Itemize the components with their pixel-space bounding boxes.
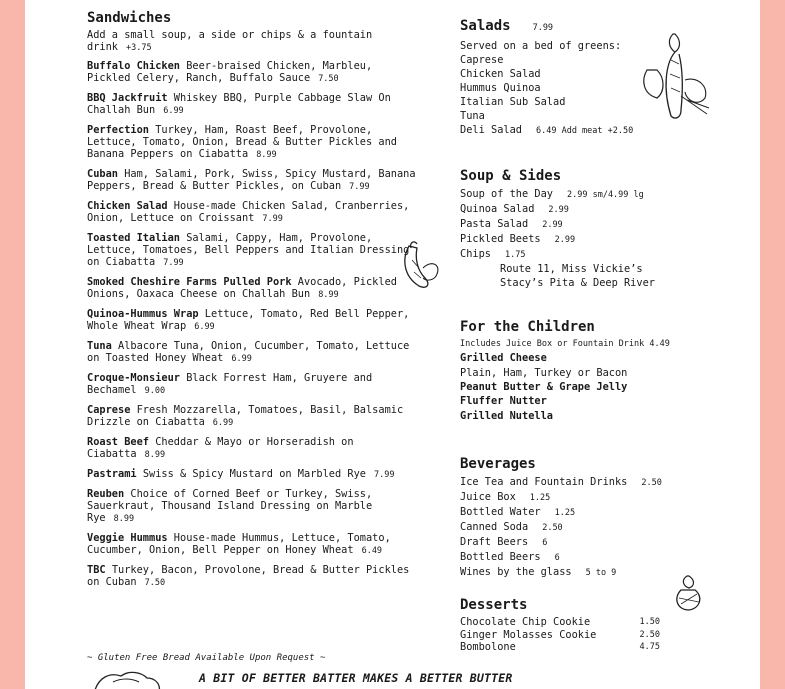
beverage-name: Wines by the glass xyxy=(460,566,572,578)
beverage-price: 6 xyxy=(554,553,560,563)
sandwich-price: 6.49 xyxy=(361,546,383,556)
children-subtitle: Includes Juice Box or Fountain Drink 4.49 xyxy=(460,339,670,349)
sandwich-price: 8.99 xyxy=(318,290,339,300)
sandwich-desc: Choice of Corned Beef or Turkey, Swiss, Sauerkraut, Thousand Island Dressing on Marble Rye xyxy=(87,488,373,524)
sandwiches-section xyxy=(87,10,417,596)
sandwich-desc: Cheddar & Mayo or Horseradish on Ciabatta xyxy=(87,436,354,460)
side-price: 2.99 xyxy=(554,235,576,245)
chips-brands-line-1: Route 11, Miss Vickie’s xyxy=(500,263,643,275)
kids-item-name: Grilled Cheese xyxy=(460,352,547,364)
sandwich-price: 8.99 xyxy=(256,150,277,160)
side-name: Pickled Beets xyxy=(460,233,541,245)
soup-sides-section xyxy=(460,168,750,290)
children-title: For the Children xyxy=(460,319,595,335)
children-list xyxy=(460,351,750,423)
gluten-free-note: ~ Gluten Free Bread Available Upon Request ~ xyxy=(87,653,326,663)
sandwich-price: 7.99 xyxy=(374,470,395,480)
menu-page xyxy=(25,0,760,689)
sandwich-item xyxy=(87,372,417,397)
beverage-item xyxy=(460,475,750,490)
dessert-item xyxy=(460,641,660,654)
sandwich-desc: Beer-braised Chicken, Marbleu, Pickled Celery, Ranch, Buffalo Sauce xyxy=(87,60,373,84)
beverage-price: 2.50 xyxy=(542,523,563,533)
beverages-section xyxy=(460,456,750,580)
beverage-price: 1.25 xyxy=(554,508,576,518)
dessert-price: 4.75 xyxy=(639,642,660,652)
pastry-illustration-icon xyxy=(671,572,707,614)
dessert-list xyxy=(460,616,750,654)
salad-item: Tuna xyxy=(460,110,485,122)
sandwich-desc: Fresh Mozzarella, Tomatoes, Basil, Balsamic Drizzle on Ciabatta xyxy=(87,404,404,428)
beverage-price: 6 xyxy=(542,538,548,548)
kids-item-name: Fluffer Nutter xyxy=(460,395,547,407)
kids-item-name: Peanut Butter & Grape Jelly xyxy=(460,380,628,393)
sandwich-name: Smoked Cheshire Farms Pulled Pork xyxy=(87,276,292,288)
sandwich-price: 6.99 xyxy=(163,106,184,116)
desserts-title: Desserts xyxy=(460,597,528,613)
sandwich-name: Croque-Monsieur xyxy=(87,372,180,384)
sandwich-item xyxy=(87,564,417,589)
sandwich-desc: Salami, Cappy, Ham, Provolone, Lettuce, Tomatoes, Bell Peppers and Italian Dressing on Ciabatta xyxy=(87,232,410,268)
sandwich-name: Quinoa-Hummus Wrap xyxy=(87,308,199,320)
sandwich-name: Caprese xyxy=(87,404,131,416)
sandwiches-addon-price: +3.75 xyxy=(126,43,152,53)
sandwich-desc: Ham, Salami, Pork, Swiss, Spicy Mustard, Banana Peppers, Bread & Butter Pickles, on Cuban xyxy=(87,168,416,192)
side-name: Quinoa Salad xyxy=(460,203,535,215)
beverage-price: 2.50 xyxy=(641,478,662,488)
soup-sides-title: Soup & Sides xyxy=(460,168,562,184)
dessert-item xyxy=(460,616,660,629)
side-price: 2.99 xyxy=(548,205,569,215)
bakery-logo-icon xyxy=(91,668,163,689)
sandwich-desc: Albacore Tuna, Onion, Cucumber, Tomato, Lettuce on Toasted Honey Wheat xyxy=(87,340,410,364)
salad-item: Caprese xyxy=(460,54,504,66)
sandwich-price: 8.99 xyxy=(113,514,135,524)
sandwich-name: Reuben xyxy=(87,488,125,500)
sides-list xyxy=(460,187,750,262)
beverage-item xyxy=(460,520,750,535)
sandwich-name: Toasted Italian xyxy=(87,232,180,244)
sandwich-desc: Swiss & Spicy Mustard on Marbled Rye xyxy=(142,468,366,480)
dessert-price: 2.50 xyxy=(639,629,660,640)
sandwich-item xyxy=(87,60,417,85)
sandwich-item xyxy=(87,232,417,269)
sandwich-desc: Lettuce, Tomato, Red Bell Pepper, Whole Wheat Wrap xyxy=(87,308,410,332)
sandwich-name: Chicken Salad xyxy=(87,200,168,212)
sandwich-item xyxy=(87,276,417,301)
sandwich-item xyxy=(87,124,417,161)
pepper-illustration-icon xyxy=(397,238,447,293)
sandwich-item xyxy=(87,340,417,365)
side-item xyxy=(460,247,750,262)
beverage-name: Canned Soda xyxy=(460,521,529,533)
chips-brands-line-2: Stacy’s Pita & Deep River xyxy=(500,277,655,289)
sandwich-price: 7.99 xyxy=(163,258,184,268)
children-section xyxy=(460,319,750,423)
sandwich-price: 6.99 xyxy=(231,354,252,364)
beverages-title: Beverages xyxy=(460,456,536,472)
sandwich-item xyxy=(87,532,417,557)
sandwich-name: Pastrami xyxy=(87,468,137,480)
sandwich-desc: Avocado, Pickled Onions, Oaxaca Cheese on Challah Bun xyxy=(87,276,397,300)
sandwich-name: Buffalo Chicken xyxy=(87,60,180,72)
sandwich-price: 7.50 xyxy=(144,578,166,588)
side-price: 1.75 xyxy=(505,250,526,260)
side-name: Chips xyxy=(460,248,491,260)
sandwich-name: BBQ Jackfruit xyxy=(87,92,168,104)
side-item xyxy=(460,202,750,217)
sandwich-price: 9.00 xyxy=(144,386,166,396)
sandwich-list xyxy=(87,60,417,589)
kids-item-name: Grilled Nutella xyxy=(460,409,553,422)
sandwich-item xyxy=(87,168,417,193)
beverage-price: 1.25 xyxy=(529,493,551,503)
sandwich-item xyxy=(87,468,417,481)
sandwich-item xyxy=(87,308,417,333)
sandwich-name: Perfection xyxy=(87,124,149,136)
footer-slogan: A BIT OF BETTER BATTER MAKES A BETTER BUTTER xyxy=(199,671,513,685)
sandwich-name: Tuna xyxy=(87,340,112,352)
beverage-name: Draft Beers xyxy=(460,536,529,548)
side-item xyxy=(460,232,750,247)
sandwich-name: Veggie Hummus xyxy=(87,532,168,544)
sandwich-desc: House-made Chicken Salad, Cranberries, Onion, Lettuce on Croissant xyxy=(87,200,410,224)
beverage-list xyxy=(460,475,750,580)
sandwich-name: Roast Beef xyxy=(87,436,149,448)
beverage-item xyxy=(460,505,750,520)
sandwich-price: 7.99 xyxy=(262,214,283,224)
sandwich-desc: Turkey, Ham, Roast Beef, Provolone, Lettuce, Tomato, Onion, Bread & Butter Pickles and Banana Peppers on Ciabatta xyxy=(87,124,397,160)
dessert-name: Chocolate Chip Cookie xyxy=(460,616,591,628)
sandwich-item xyxy=(87,404,417,429)
vegetables-illustration-icon xyxy=(635,30,715,128)
sandwich-price: 7.50 xyxy=(318,74,339,84)
salads-subtitle: Served on a bed of greens: xyxy=(460,40,622,52)
beverage-name: Juice Box xyxy=(460,491,516,503)
sandwich-price: 6.99 xyxy=(194,322,215,332)
salad-item: Hummus Quinoa xyxy=(460,82,541,94)
sandwich-desc: House-made Hummus, Lettuce, Tomato, Cucumber, Onion, Bell Pepper on Honey Wheat xyxy=(87,532,391,556)
beverage-name: Ice Tea and Fountain Drinks xyxy=(460,476,628,488)
beverage-name: Bottled Beers xyxy=(460,551,541,563)
sandwich-price: 8.99 xyxy=(144,450,166,460)
side-price: 2.99 sm/4.99 lg xyxy=(567,190,644,200)
side-name: Pasta Salad xyxy=(460,218,529,230)
dessert-name: Ginger Molasses Cookie xyxy=(460,628,597,641)
sandwich-price: 6.99 xyxy=(212,418,234,428)
sandwich-desc: Whiskey BBQ, Purple Cabbage Slaw On Challah Bun xyxy=(87,92,391,116)
salad-item: Italian Sub Salad xyxy=(460,96,566,108)
beverage-name: Bottled Water xyxy=(460,506,541,518)
beverage-price: 5 to 9 xyxy=(585,568,617,578)
sandwich-item xyxy=(87,436,417,461)
sandwiches-subtitle: Add a small soup, a side or chips & a fountain drink +3.75 xyxy=(87,29,373,53)
side-name: Soup of the Day xyxy=(460,188,553,200)
salads-title: Salads 7.99 xyxy=(460,18,554,34)
sandwich-desc: Black Forrest Ham, Gruyere and Bechamel xyxy=(87,372,373,396)
dessert-name: Bombolone xyxy=(460,641,516,653)
beverage-item xyxy=(460,550,750,565)
sandwich-item xyxy=(87,200,417,225)
beverage-item xyxy=(460,490,750,505)
sandwich-desc: Turkey, Bacon, Provolone, Bread & Butter Pickles on Cuban xyxy=(87,564,410,588)
dessert-item xyxy=(460,629,660,642)
kids-item-desc: Plain, Ham, Turkey or Bacon xyxy=(460,366,628,379)
salad-item: Chicken Salad xyxy=(460,68,541,80)
beverage-item xyxy=(460,535,750,550)
side-item xyxy=(460,187,750,202)
salads-price: 7.99 xyxy=(532,23,554,33)
sandwich-name: TBC xyxy=(87,564,106,576)
side-item xyxy=(460,217,750,232)
sandwich-price: 7.99 xyxy=(349,182,370,192)
side-price: 2.99 xyxy=(542,220,563,230)
salad-item-deli: Deli Salad 6.49 Add meat +2.50 xyxy=(460,124,634,136)
sandwich-name: Cuban xyxy=(87,168,118,180)
sandwich-item xyxy=(87,488,417,525)
sandwiches-title: Sandwiches xyxy=(87,10,172,26)
dessert-price: 1.50 xyxy=(639,617,660,627)
sandwich-item xyxy=(87,92,417,117)
